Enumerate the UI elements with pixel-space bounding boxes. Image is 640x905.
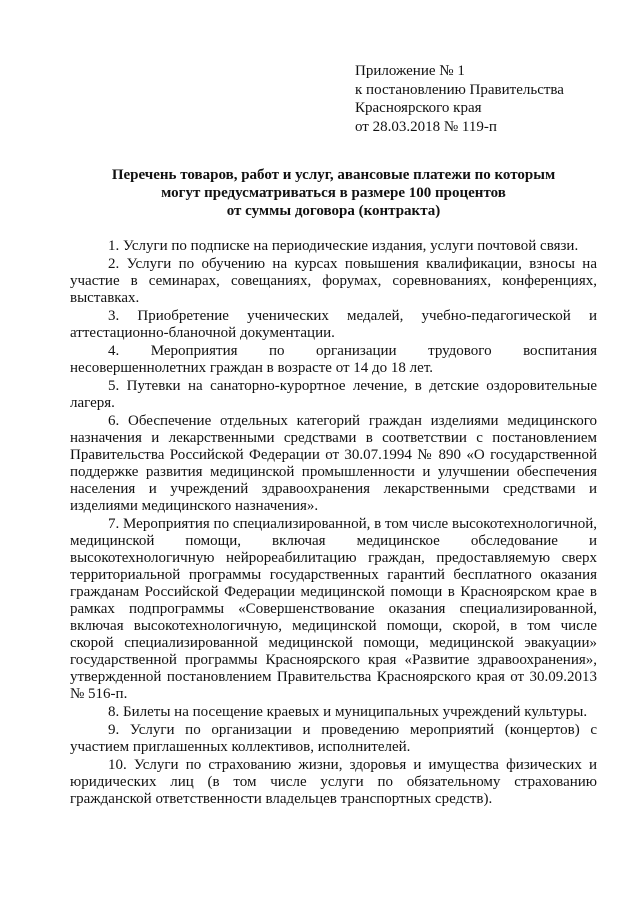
title-line: Перечень товаров, работ и услуг, авансовые платежи по которым [111, 167, 556, 183]
appendix-region: Красноярского края [355, 100, 482, 117]
list-item: 6. Обеспечение отдельных категорий граждан изделиями медицинского назначения и лекарственными средствами в соответствии с постановлением Правительства Российской Федерации от 30.07.1994 № 890 «О государственной поддержке развития медицинской промышленности и улучшении обеспечения населения и учреждений здравоохранения лекарственными средствами и изделиями медицинского назначения». [70, 413, 597, 514]
list-item: 2. Услуги по обучению на курсах повышения квалификации, взносы на участие в семинарах, совещаниях, форумах, соревнованиях, конференциях, выставках. [70, 256, 597, 306]
title-line: могут предусматриваться в размере 100 процентов [161, 185, 506, 201]
list-item: 9. Услуги по организации и проведению мероприятий (концертов) с участием приглашенных коллективов, исполнителей. [70, 722, 597, 755]
appendix-reference: к постановлению Правительства [355, 81, 564, 98]
appendix-date: от 28.03.2018 № 119-п [355, 118, 497, 135]
appendix-header [355, 62, 564, 136]
list-item: 5. Путевки на санаторно-курортное лечение, в детские оздоровительные лагеря. [70, 378, 597, 411]
list-item: 1. Услуги по подписке на периодические издания, услуги почтовой связи. [108, 238, 579, 254]
document-title [70, 166, 597, 220]
items-list [70, 238, 597, 808]
list-item: 10. Услуги по страхованию жизни, здоровья и имущества физических и юридических лиц (в том числе услуги по обязательному страхованию гражданской ответственности владельцев транспортных средств). [70, 757, 597, 807]
title-line: от суммы договора (контракта) [226, 203, 441, 219]
list-item: 3. Приобретение ученических медалей, учебно-педагогической и аттестационно-бланочной документации. [70, 308, 597, 341]
list-item: 8. Билеты на посещение краевых и муниципальных учреждений культуры. [108, 704, 588, 720]
list-item: 4. Мероприятия по организации трудового воспитания несовершеннолетних граждан в возрасте от 14 до 18 лет. [70, 343, 597, 376]
list-item: 7. Мероприятия по специализированной, в том числе высокотехнологичной, медицинской помощи, включая медицинское обследование и высокотехнологичную нейрореабилитацию граждан, предоставляемую сверх территориальной программы государственных гарантий бесплатного оказания гражданам Российской Федерации медицинской помощи в Красноярском крае в рамках подпрограммы «Совершенствование оказания специализированной, включая высокотехнологичную, медицинской помощи, скорой, в том числе скорой специализированной медицинской помощи, медицинской эвакуации» государственной программы Красноярского края «Развитие здравоохранения», утвержденной постановлением Правительства Красноярского края от 30.09.2013 № 516-п. [70, 516, 597, 702]
appendix-number: Приложение № 1 [355, 63, 465, 79]
